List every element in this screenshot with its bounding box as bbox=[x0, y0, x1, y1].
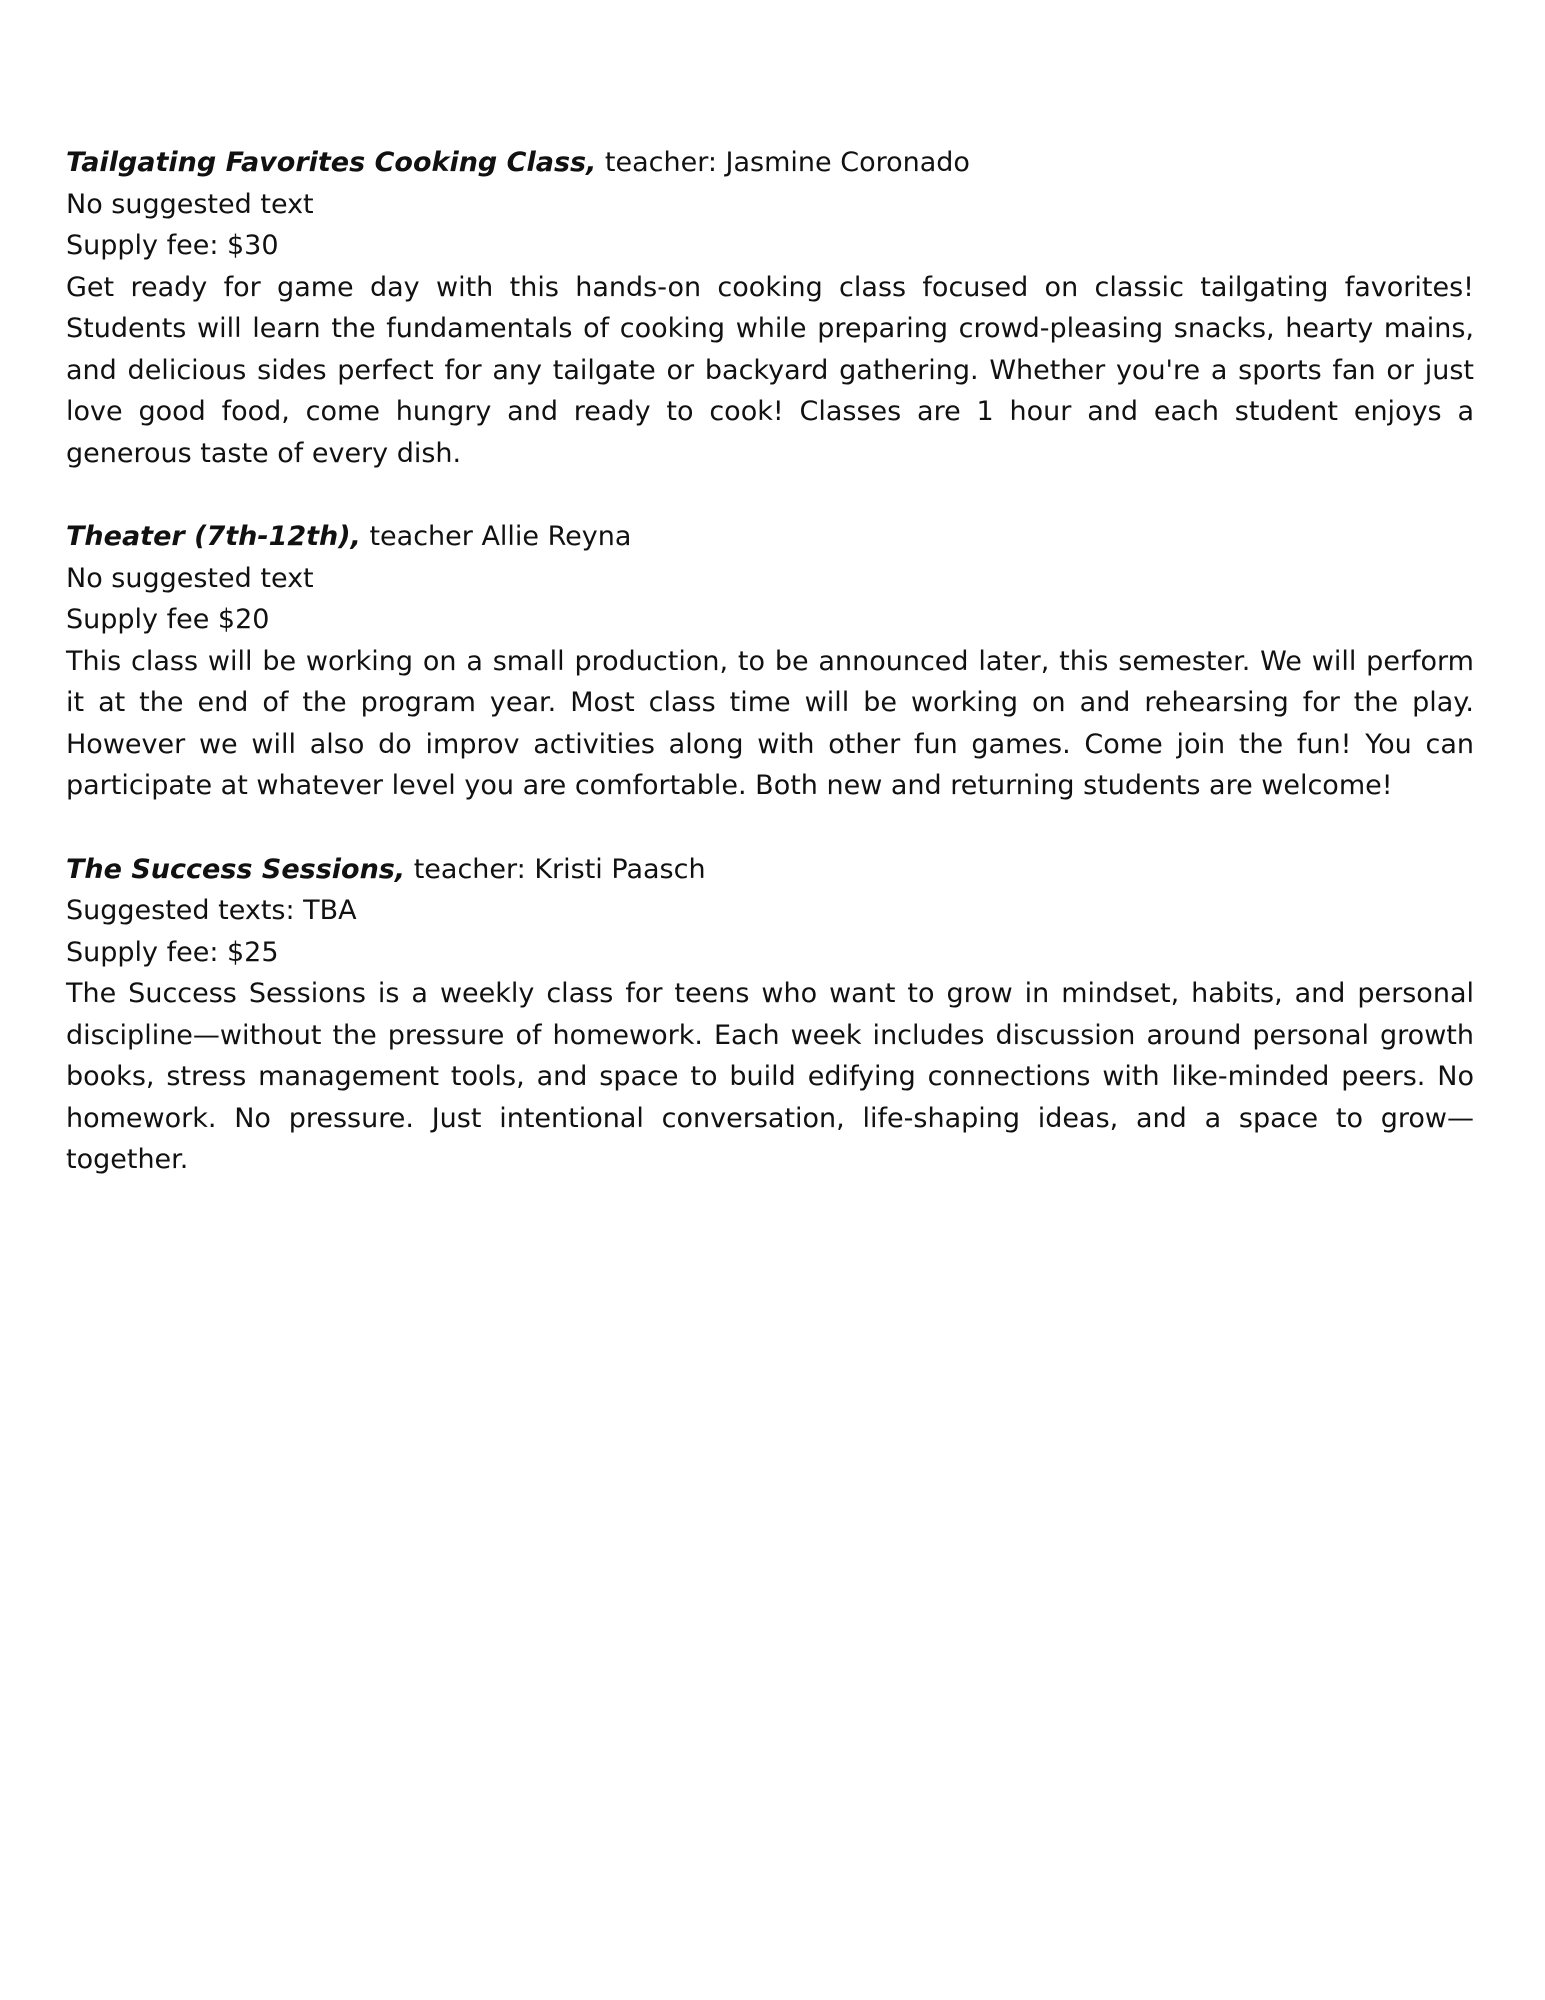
course-list bbox=[66, 142, 1474, 1223]
course-description: Get ready for game day with this hands-on cooking class focused on classic tailgating favorites! Students will learn the fundamentals of cooking while preparing crowd-pleasing snacks, hearty mains, and delicious sides perfect for any tailgate or backyard gathering. Whether you're a sports fan or just love good food, come hungry and ready to cook! Classes are 1 hour and each student enjoys a generous taste of every dish. bbox=[66, 271, 1474, 469]
course-suggested-texts: No suggested text bbox=[66, 562, 314, 594]
course-supply-fee: Supply fee: $30 bbox=[66, 230, 279, 261]
course-teacher: teacher: Jasmine Coronado bbox=[596, 147, 970, 178]
course-description: This class will be working on a small production, to be announced later, this semester. We will perform it at the end of the program year. Most class time will be working on and rehearsing for the play. However we will also do improv activities along with other fun games. Come join the fun! You can participate at whatever level you are comfortable. Both new and returning students are welcome! bbox=[66, 645, 1474, 801]
course-title: The Success Sessions, bbox=[66, 853, 406, 885]
course-heading bbox=[66, 849, 1474, 891]
course-teacher: teacher: Kristi Paasch bbox=[405, 853, 706, 885]
course-supply-fee: Supply fee $20 bbox=[66, 604, 270, 635]
course-teacher: teacher Allie Reyna bbox=[360, 521, 632, 552]
course-suggested-texts: No suggested text bbox=[66, 188, 314, 220]
course-suggested-texts: Suggested texts: TBA bbox=[66, 895, 357, 926]
course-supply-fee: Supply fee: $25 bbox=[66, 936, 279, 968]
course-heading bbox=[66, 516, 1474, 558]
course-heading bbox=[66, 142, 1474, 184]
course-entry bbox=[66, 516, 1474, 807]
course-entry bbox=[66, 849, 1474, 1181]
course-title: Tailgating Favorites Cooking Class, bbox=[66, 147, 597, 178]
course-title: Theater (7th-12th), bbox=[66, 521, 361, 552]
course-description: The Success Sessions is a weekly class for teens who want to grow in mindset, habits, and personal discipline—without the pressure of homework. Each week includes discussion around personal growth books, stress management tools, and space to build edifying connections with like-minded peers. No homework. No pressure. Just intentional conversation, life-shaping ideas, and a space to grow—together. bbox=[66, 978, 1474, 1175]
course-entry bbox=[66, 142, 1474, 474]
